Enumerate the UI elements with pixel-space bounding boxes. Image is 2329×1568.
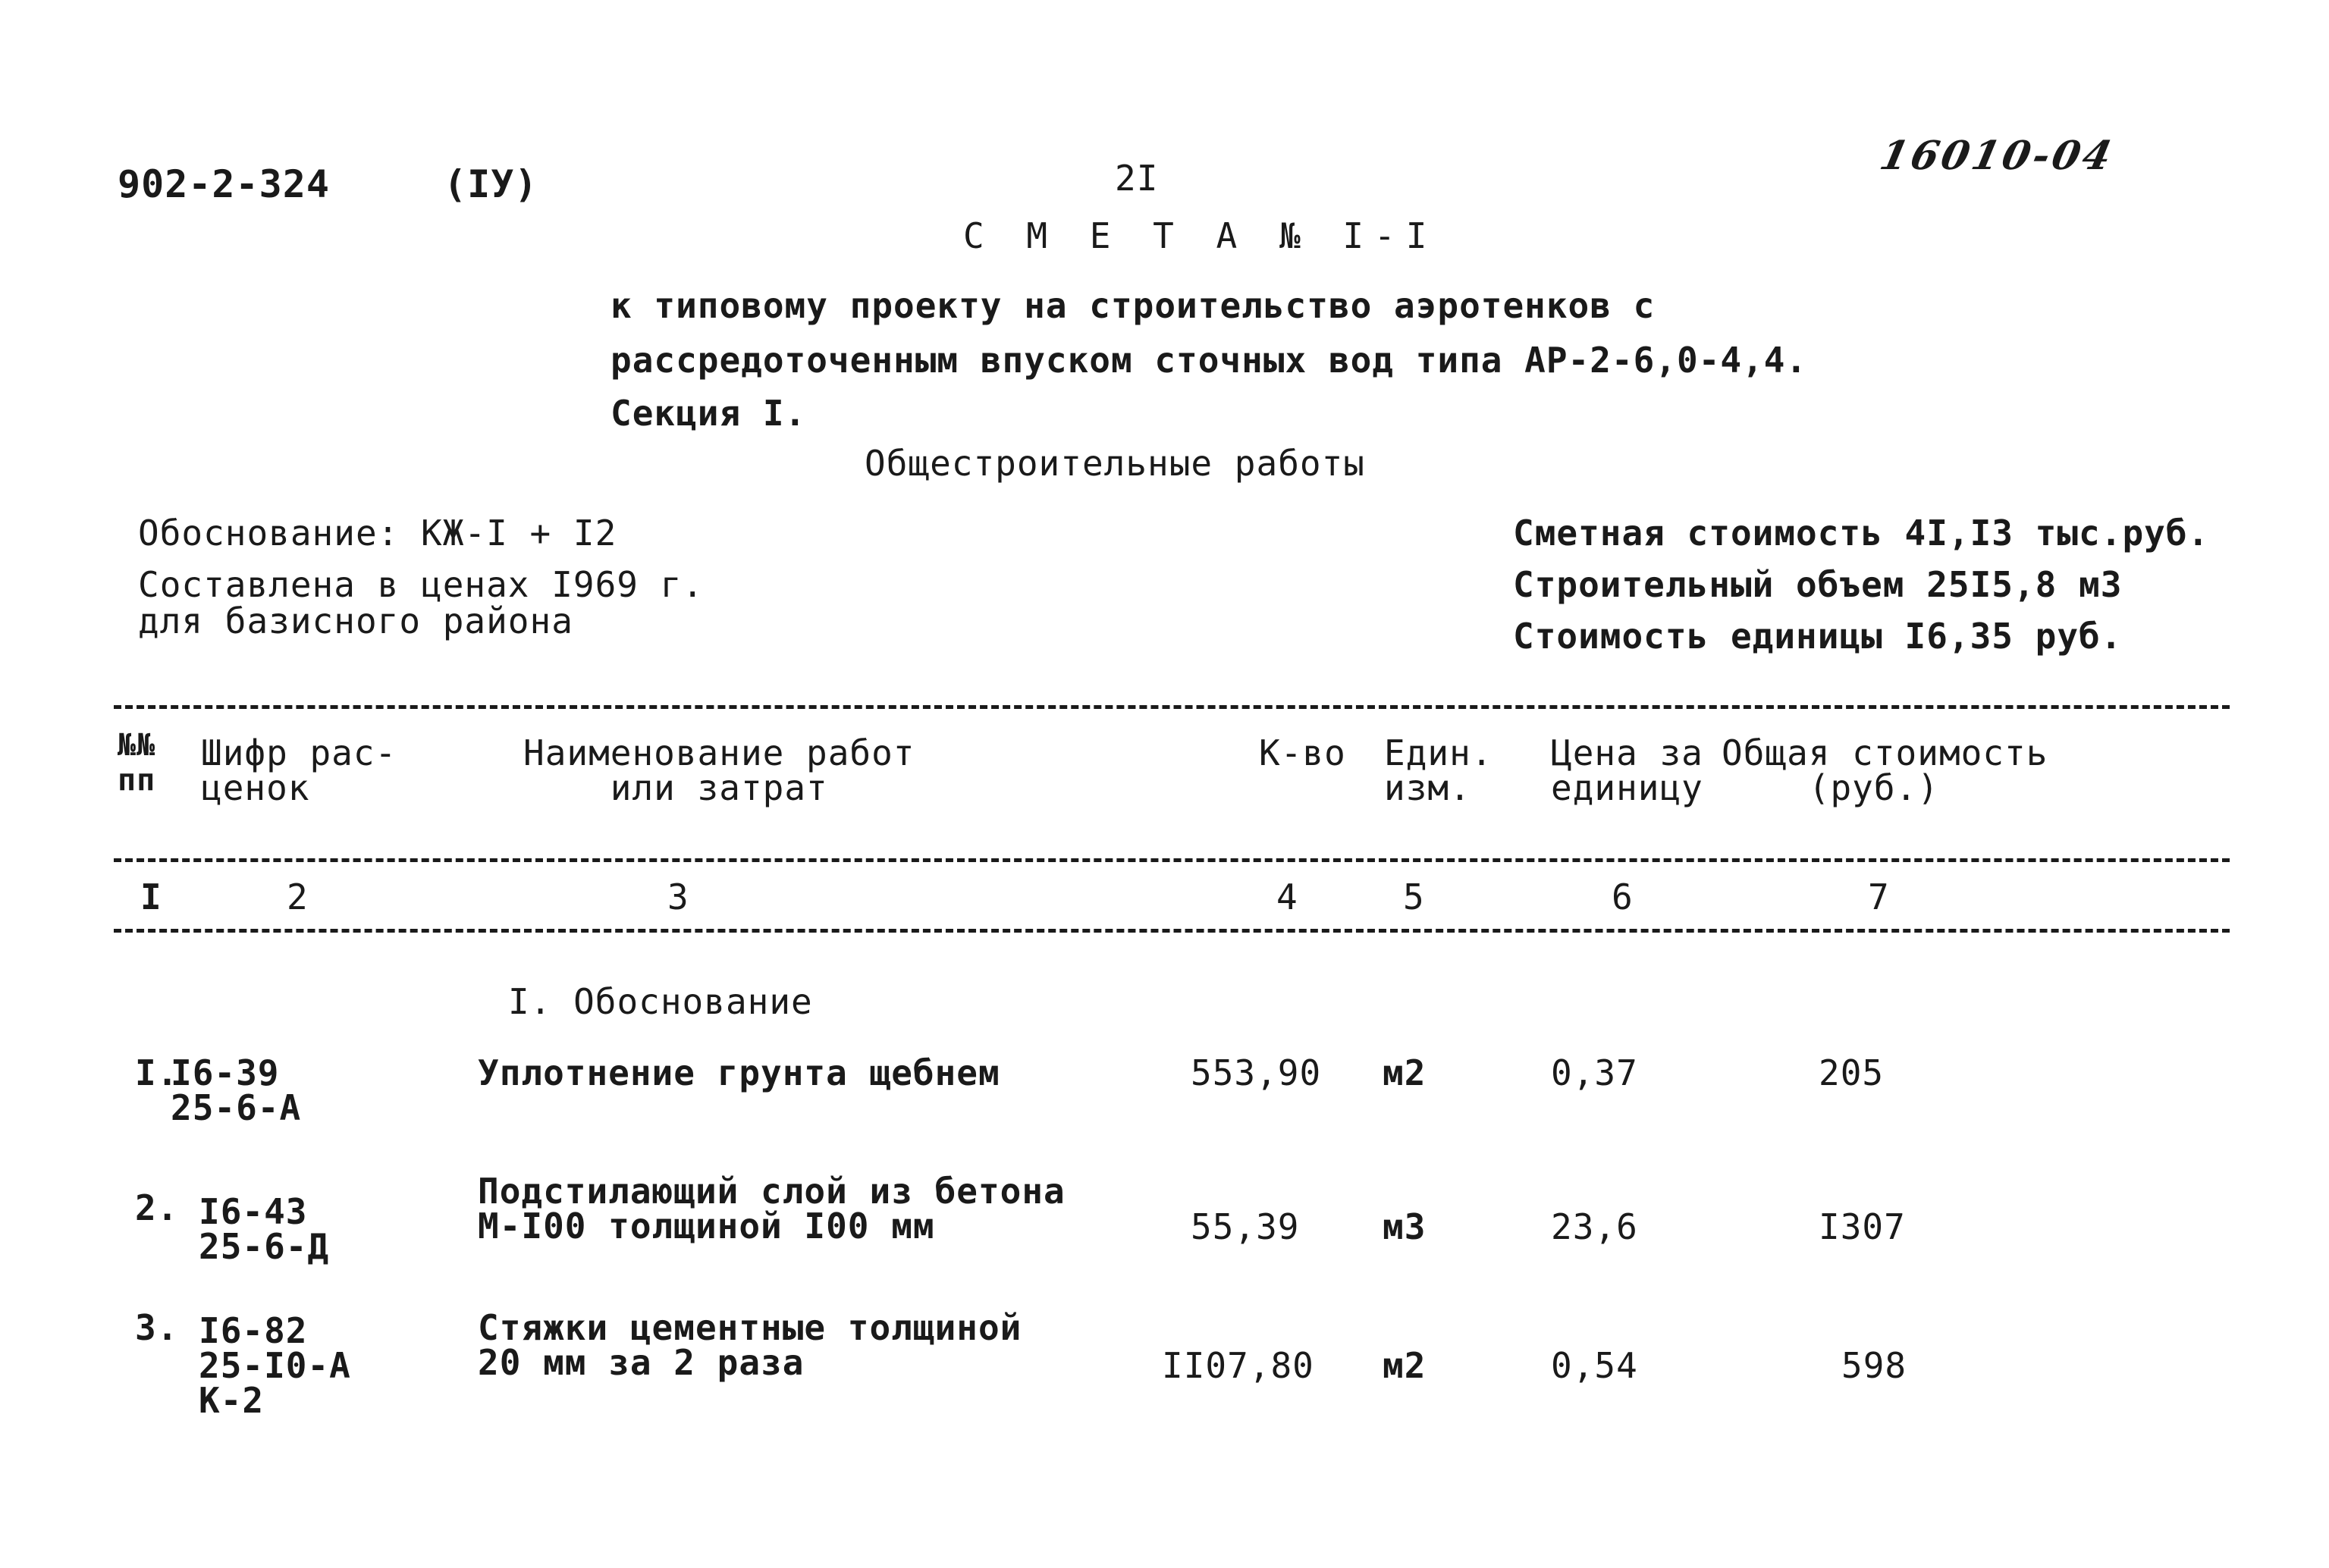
row-code: I6-39 25-6-А bbox=[171, 1052, 302, 1128]
row-total: 205 bbox=[1819, 1052, 1885, 1093]
col-number: 6 bbox=[1612, 877, 1634, 917]
row-unit: м2 bbox=[1383, 1345, 1427, 1386]
unit-cost: Стоимость единицы I6,35 руб. bbox=[1513, 616, 2123, 657]
col-number: I bbox=[140, 877, 162, 917]
row-code: I6-82 25-I0-А К-2 bbox=[199, 1310, 351, 1421]
row-code: I6-43 25-6-Д bbox=[199, 1191, 330, 1267]
prices-line-1: Составлена в ценах I969 г. bbox=[138, 564, 705, 605]
col-number: 7 bbox=[1868, 877, 1890, 917]
header-name: Наименование работ или затрат bbox=[523, 732, 915, 808]
building-volume: Строительный объем 25I5,8 м3 bbox=[1513, 564, 2123, 605]
row-price: 0,37 bbox=[1551, 1052, 1638, 1093]
section-title: I. Обоснование bbox=[508, 981, 813, 1022]
row-qty: 553,90 bbox=[1191, 1052, 1322, 1093]
row-price: 23,6 bbox=[1551, 1206, 1638, 1247]
row-num: I. bbox=[135, 1052, 179, 1093]
row-total: I307 bbox=[1819, 1206, 1906, 1247]
row-num: 3. bbox=[135, 1307, 179, 1348]
basis: Обоснование: КЖ-I + I2 bbox=[138, 513, 617, 554]
col-number: 3 bbox=[667, 877, 689, 917]
row-qty: 55,39 bbox=[1191, 1206, 1300, 1247]
title-line-1: к типовому проекту на строительство аэротенков с bbox=[610, 285, 1656, 326]
col-number: 4 bbox=[1276, 877, 1298, 917]
col-number: 5 bbox=[1403, 877, 1425, 917]
volume-label: (IУ) bbox=[444, 162, 538, 206]
title-line-2: рассредоточенным впуском сточных вод типа АР-2-6,0-4,4. bbox=[610, 340, 1808, 381]
row-num: 2. bbox=[135, 1187, 179, 1228]
row-unit: м2 bbox=[1383, 1052, 1427, 1093]
header-bottom-rule bbox=[114, 858, 2230, 862]
row-name: Стяжки цементные толщиной 20 мм за 2 раза bbox=[478, 1307, 1022, 1383]
table-top-rule bbox=[114, 705, 2230, 709]
estimated-cost: Сметная стоимость 4I,I3 тыс.руб. bbox=[1513, 513, 2210, 554]
page-number: 2I bbox=[1115, 158, 1159, 199]
section-type: Общестроительные работы bbox=[865, 443, 1365, 484]
row-name: Уплотнение грунта щебнем bbox=[478, 1052, 1000, 1093]
header-price: Цена за единицу bbox=[1551, 732, 1703, 808]
header-qty: К-во bbox=[1259, 732, 1346, 773]
header-code: Шифр рас- ценок bbox=[201, 732, 397, 808]
header-unit: Един. изм. bbox=[1384, 732, 1493, 808]
row-total: 598 bbox=[1841, 1345, 1907, 1386]
row-unit: м3 bbox=[1383, 1206, 1427, 1247]
header-num: №№ пп bbox=[118, 728, 156, 798]
column-numbers-rule bbox=[114, 929, 2230, 933]
document-title: С М Е Т А № I-I bbox=[963, 215, 1438, 256]
header-total: Общая стоимость (руб.) bbox=[1722, 732, 2048, 808]
doc-code: 902-2-324 bbox=[118, 162, 330, 206]
row-name: Подстилающий слой из бетона М-I00 толщиной I00 мм bbox=[478, 1171, 1066, 1247]
col-number: 2 bbox=[287, 877, 309, 917]
row-price: 0,54 bbox=[1551, 1345, 1638, 1386]
archive-number-handwritten: 16010-04 bbox=[1875, 133, 2119, 179]
title-line-3: Секция I. bbox=[610, 393, 807, 434]
row-qty: II07,80 bbox=[1162, 1345, 1314, 1386]
prices-line-2: для базисного района bbox=[138, 601, 573, 641]
